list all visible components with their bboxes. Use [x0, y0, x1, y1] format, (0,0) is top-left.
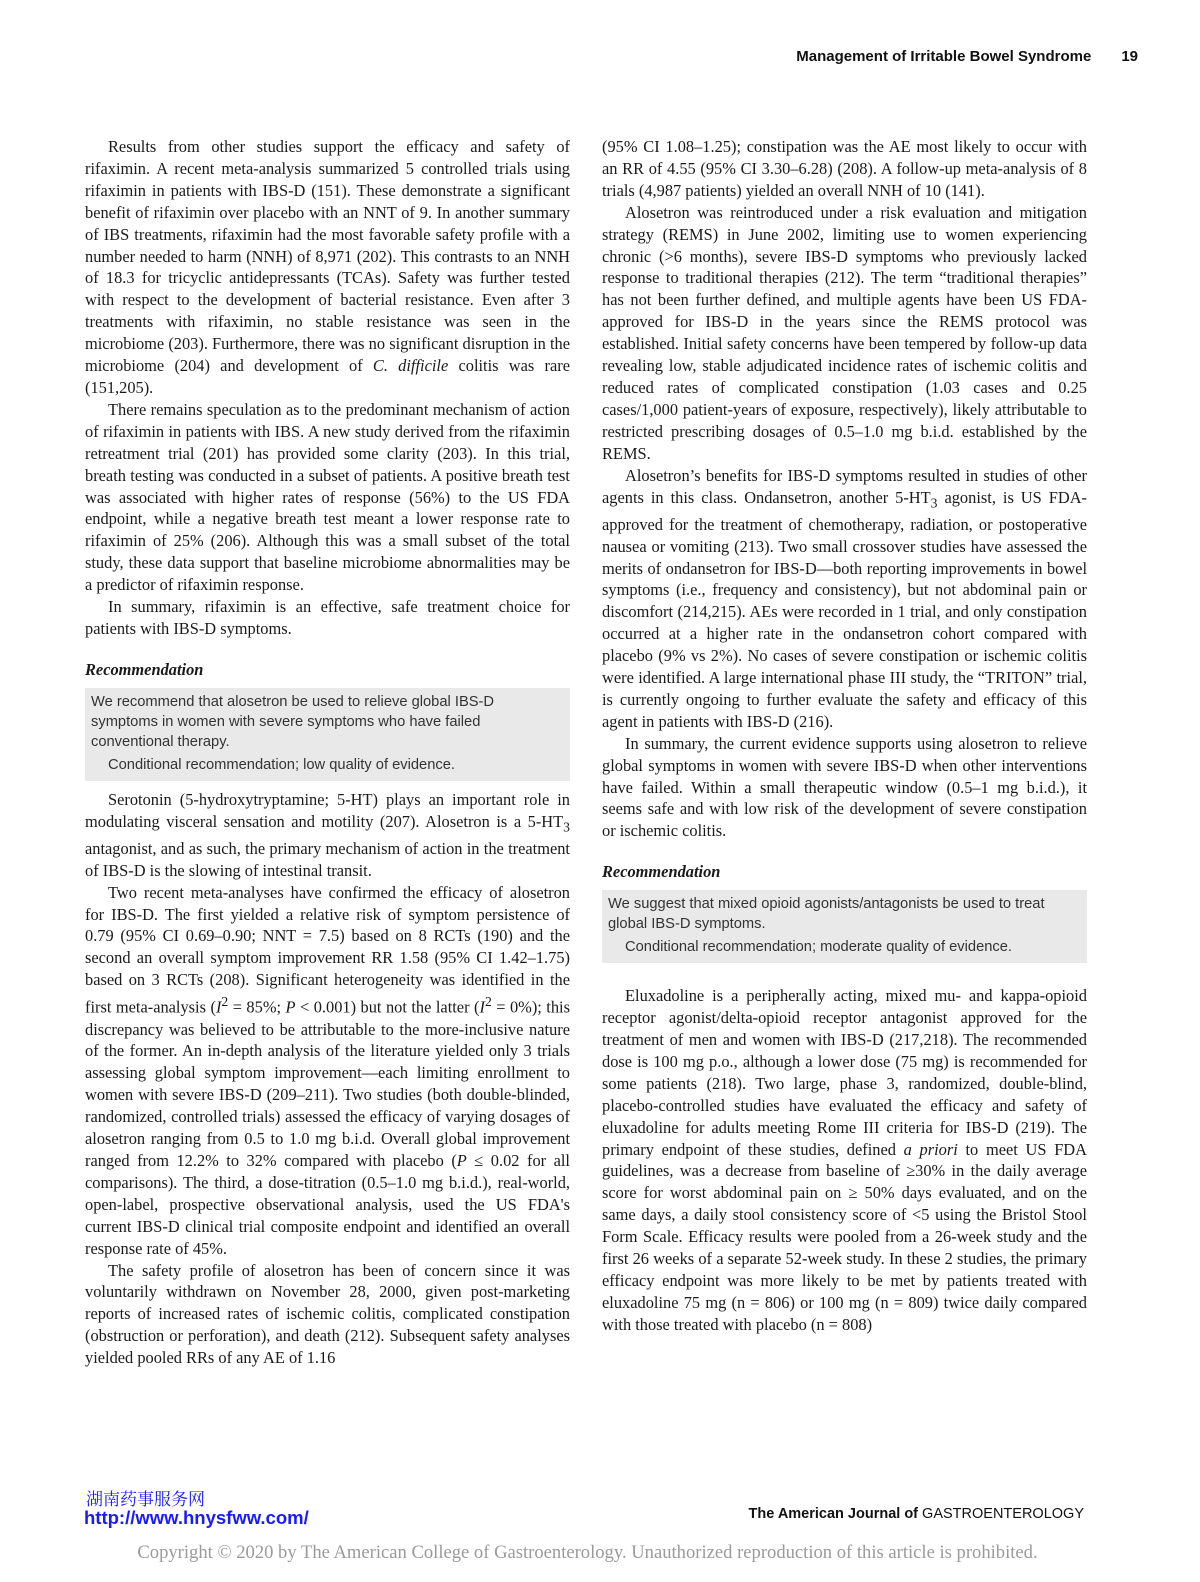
right-paragraph-2: Alosetron was reintroduced under a risk evaluation and mitigation strategy (REMS) in June 2002, limiting use to women experiencing chronic (>6 months), severe IBS-D symptoms who previously lacked response to traditional therapies (212). The term “traditional therapies” has not been further defined, and multiple agents have been US FDA-approved for IBS-D in the years since the REMS protocol was established. Initial safety concerns have been tempered by follow-up data revealing low, stable adjudicated incidence rates of ischemic colitis and reduced rates of complicated constipation (1.03 cases and 0.25 cases/1,000 patient-years of exposure, respectively), likely attributable to restricted prescribing dosages of 0.5–1.0 mg b.i.d. established by the REMS. [602, 202, 1087, 463]
right-paragraph-3: Alosetron’s benefits for IBS-D symptoms resulted in studies of other agents in this class. Ondansetron, another $5-HT_3$ agonist, is US FDA-approved for the treatment of chemotherapy, radiation, or postoperative nausea or vomiting (213). Two small crossover studies have assessed the merits of ondansetron for IBS-D—both reporting improvements in bowel symptoms (i.e., frequency and consistency), but not abdominal pain or discomfort (214,215). AEs were recorded in 1 trial, and only constipation occurred at a higher rate in the ondansetron cohort compared with placebo (9% vs 2%). No cases of severe constipation or ischemic colitis were identified. A large international phase III study, the “TRITON” trial, is currently ongoing to further evaluate the safety and efficacy of this agent in patients with IBS-D (216). [602, 465, 1087, 731]
recommendation-heading: Recommendation [602, 862, 721, 882]
running-head [796, 48, 1138, 65]
recommendation-box [85, 688, 570, 781]
left-paragraph-6: The safety profile of alosetron has been of concern since it was voluntarily withdrawn on November 28, 2000, given post-marketing reports of increased rates of ischemic colitis, complicated constipation (obstruction or perforation), and death (212). Subsequent safety analyses yielded pooled RRs of any AE of 1.16 [85, 1260, 570, 1368]
right-paragraph-1: (95% CI 1.08–1.25); constipation was the AE most likely to occur with an RR of 4.55 (95% CI 3.30–6.28) (208). A follow-up meta-analysis of 8 trials (4,987 patients) yielded an overall NNH of 10 (141). [602, 137, 1087, 200]
right-column [602, 136, 1087, 1336]
watermark-url-link[interactable]: http://www.hnysfww.com/ [84, 1507, 309, 1528]
recommendation-strength: Conditional recommendation; moderate quality of evidence. [625, 939, 1012, 956]
left-column [85, 136, 570, 1369]
running-head-title: Management of Irritable Bowel Syndrome [796, 48, 1092, 65]
page-number: 19 [1121, 48, 1138, 65]
watermark-site-name: 湖南药事服务网 [86, 1490, 205, 1510]
recommendation-heading: Recommendation [85, 659, 204, 679]
left-paragraph-3: In summary, rifaximin is an effective, safe treatment choice for patients with IBS-D symptoms. [85, 597, 570, 638]
recommendation-strength: Conditional recommendation; low quality of evidence. [108, 756, 455, 773]
recommendation-box [602, 890, 1087, 963]
left-paragraph-2: There remains speculation as to the predominant mechanism of action of rifaximin in patients with IBS. A new study derived from the rifaximin retreatment trial (201) has provided some clarity (203). In this trial, breath testing was conducted in a subset of patients. A positive breath test was associated with higher rates of response (56%) to the US FDA endpoint, while a negative breath test meant a lower response rate to rifaximin of 25% (206). Although this was a small subset of the total study, these data support that baseline microbiome abnormalities may be a predictor of rifaximin response. [85, 399, 570, 595]
left-paragraph-4: Serotonin (5-hydroxytryptamine; 5-HT) plays an important role in modulating visceral sensation and motility (207). Alosetron is a $5-HT_3$ antagonist, and as such, the primary mechanism of action in the treatment of IBS-D is the slowing of intestinal transit. [85, 789, 570, 880]
right-paragraph-4: In summary, the current evidence supports using alosetron to relieve global symptoms in women with severe IBS-D when other interventions have failed. Within a small therapeutic window (0.5–1 mg b.i.d.), it seems safe and with low risk of the development of severe constipation or ischemic colitis. [602, 733, 1087, 841]
left-paragraph-1: Results from other studies support the efficacy and safety of rifaximin. A recent meta-analysis summarized 5 controlled trials using rifaximin in patients with IBS-D (151). These demonstrate a significant benefit of rifaximin over placebo with an NNT of 9. In another summary of IBS treatments, rifaximin had the most favorable safety profile with a number needed to harm (NNH) of 8,971 (202). This contrasts to an NNH of 18.3 for tricyclic antidepressants (TCAs). Safety was further tested with respect to the development of bacterial resistance. Even after 3 treatments with rifaximin, no stable resistance was seen in the microbiome (203). Furthermore, there was no significant disruption in the microbiome (204) and development of C. difficile colitis was rare (151,205). [85, 137, 570, 397]
left-paragraph-5: Two recent meta-analyses have confirmed the efficacy of alosetron for IBS-D. The first yielded a relative risk of symptom persistence of 0.79 (95% CI 0.69–0.90; NNT = 7.5) based on 8 RCTs (190) and the second an overall symptom improvement RR 1.58 (95% CI 1.42–1.75) based on 3 RCTs (208). Significant heterogeneity was identified in the first meta-analysis ($I^2 = 85\%$; P < 0.001) but not the latter $(I^2 = 0\%)$; this discrepancy was believed to be attributable to the more-inclusive nature of the former. An in-depth analysis of the literature yielded only 3 trials assessing global symptom improvement—each limiting enrollment to women with severe IBS-D (209–211). Two studies (both double-blinded, randomized, controlled trials) assessed the efficacy of varying dosages of alosetron ranging from 0.5 to 1.0 mg b.i.d. Overall global improvement ranged from 12.2% to 32% compared with placebo (P ≤ 0.02 for all comparisons). The third, a dose-titration (0.5–1.0 mg b.i.d.), real-world, open-label, prospective observational analysis, used the US FDA's current IBS-D clinical trial composite endpoint and identified an overall response rate of 45%. [85, 882, 570, 1258]
copyright-notice: Copyright © 2020 by The American College of Gastroenterology. Unauthorized reproduction of this article is prohibited. [137, 1542, 1038, 1563]
recommendation-text: We recommend that alosetron be used to relieve global IBS-D symptoms in women with severe symptoms who have failed conventional therapy. [91, 693, 495, 750]
recommendation-text: We suggest that mixed opioid agonists/antagonists be used to treat global IBS-D symptoms. [608, 896, 1045, 933]
journal-name: The American Journal of GASTROENTEROLOGY [748, 1506, 1084, 1522]
right-paragraph-5: Eluxadoline is a peripherally acting, mixed mu- and kappa-opioid receptor agonist/delta-opioid receptor antagonist approved for the treatment of men and women with IBS-D (217,218). The recommended dose is 100 mg p.o., although a lower dose (75 mg) is recommended for some patients (218). Two large, phase 3, randomized, double-blind, placebo-controlled studies have evaluated the efficacy and safety of eluxadoline for adults meeting Rome III criteria for IBS-D (219). The primary endpoint of these studies, defined a priori to meet US FDA guidelines, was a decrease from baseline of ≥30% in the daily average score for worst abdominal pain on ≥ 50% days evaluated, and on the same days, a daily stool consistency score of <5 using the Bristol Stool Form Scale. Efficacy results were pooled from a 26-week study and the first 26 weeks of a separate 52-week study. In these 2 studies, the primary efficacy endpoint was more likely to be met by patients treated with eluxadoline 75 mg (n = 806) or 100 mg (n = 809) twice daily compared with those treated with placebo (n = 808) [602, 986, 1087, 1334]
